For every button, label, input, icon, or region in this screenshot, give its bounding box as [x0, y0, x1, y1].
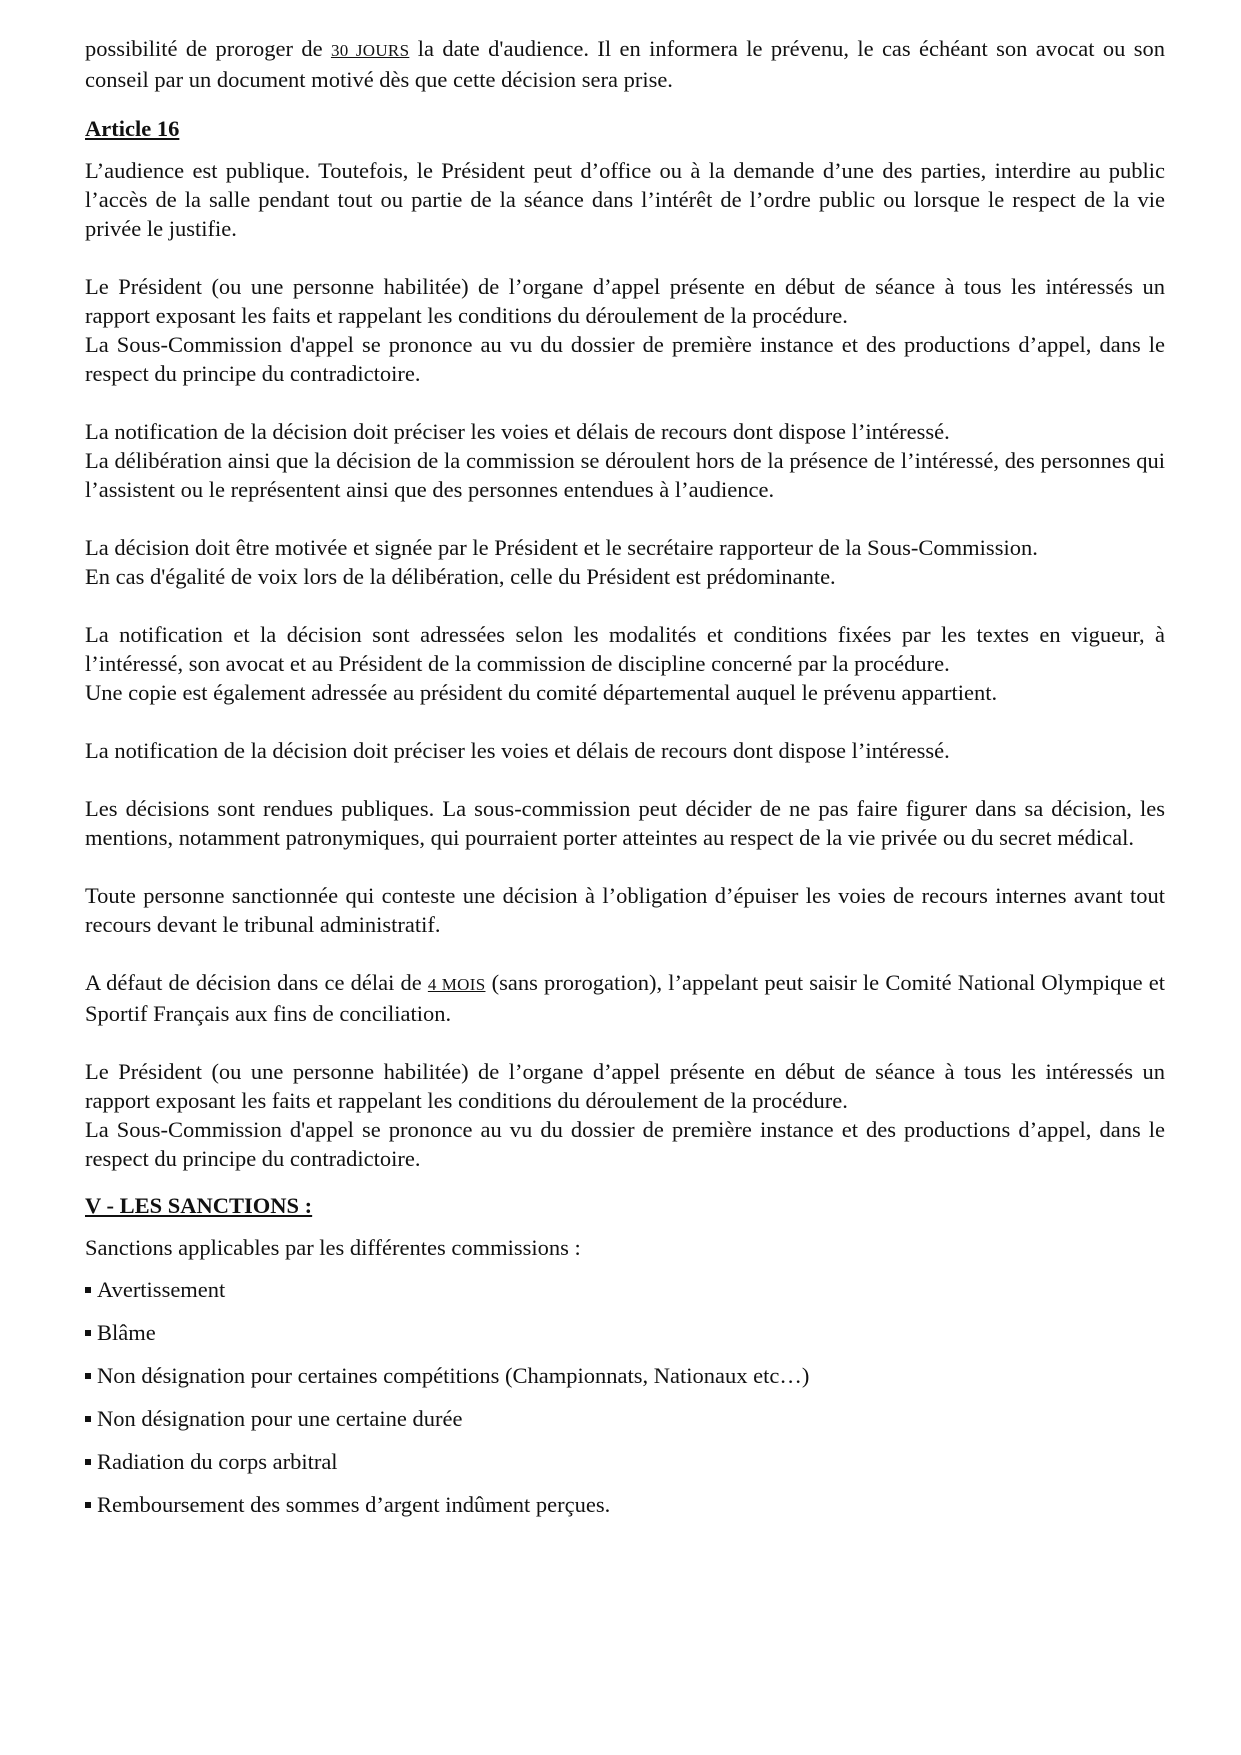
sanction-label: Blâme — [97, 1320, 156, 1345]
paragraph-decision-motivee: La décision doit être motivée et signée par le Président et le secrétaire rapporteur de la Sous-Commission. — [85, 535, 1038, 560]
sanction-label: Remboursement des sommes d’argent indûment perçues. — [97, 1492, 611, 1517]
paragraph-notification-voies: La notification de la décision doit préciser les voies et délais de recours dont dispose l’intéressé. — [85, 419, 950, 444]
paragraph-audience-publique: L’audience est publique. Toutefois, le Président peut d’office ou à la demande d’une des parties, interdire au public l’accès de la salle pendant tout ou partie de la séance dans l’intérêt de l’ordre public ou lorsque le respect de la vie privée le justifie. — [85, 158, 1165, 241]
list-item — [85, 1318, 1165, 1347]
list-item — [85, 1447, 1165, 1476]
bullet-icon — [85, 1287, 91, 1293]
delay-4-months: 4 MOIS — [427, 975, 486, 994]
sanction-label: Non désignation pour une certaine durée — [97, 1406, 463, 1431]
sanction-label: Radiation du corps arbitral — [97, 1449, 338, 1474]
defaut-text-start: A défaut de décision dans ce délai de — [85, 970, 428, 995]
paragraph-defaut-decision — [85, 968, 1165, 1028]
paragraph-rapport: Le Président (ou une personne habilitée) de l’organe d’appel présente en début de séance à tous les intéressés un rapport exposant les faits et rappelant les conditions du déroulement de la procédure. — [85, 274, 1165, 328]
paragraph-sous-commission: La Sous-Commission d'appel se prononce au vu du dossier de première instance et des productions d’appel, dans le respect du principe du contradictoire. — [85, 332, 1165, 386]
bullet-icon — [85, 1502, 91, 1508]
paragraph-sous-commission-2: La Sous-Commission d'appel se prononce au vu du dossier de première instance et des productions d’appel, dans le respect du principe du contradictoire. — [85, 1117, 1165, 1171]
bullet-icon — [85, 1416, 91, 1422]
sanction-label: Avertissement — [97, 1277, 226, 1302]
sanctions-heading: V - LES SANCTIONS : — [85, 1193, 313, 1218]
bullet-icon — [85, 1330, 91, 1336]
paragraph-rapport-2: Le Président (ou une personne habilitée) de l’organe d’appel présente en début de séance à tous les intéressés un rapport exposant les faits et rappelant les conditions du déroulement de la procédure. — [85, 1059, 1165, 1113]
paragraph-notification-adressee: La notification et la décision sont adressées selon les modalités et conditions fixées par les textes en vigueur, à l’intéressé, son avocat et au Président de la commission de discipline concerné par la procédure. — [85, 622, 1165, 676]
sanctions-intro: Sanctions applicables par les différentes commissions : — [85, 1235, 581, 1260]
intro-text-start: possibilité de proroger de — [85, 36, 331, 61]
sanction-label: Non désignation pour certaines compétitions (Championnats, Nationaux etc…) — [97, 1363, 810, 1388]
list-item — [85, 1490, 1165, 1519]
bullet-icon — [85, 1459, 91, 1465]
list-item — [85, 1361, 1165, 1390]
paragraph-egalite-voix: En cas d'égalité de voix lors de la délibération, celle du Président est prédominante. — [85, 564, 836, 589]
intro-text-end: la date d'audience. Il en informera le prévenu, le cas échéant son avocat ou son conseil par un document motivé dès que cette décision sera prise. — [85, 36, 1165, 92]
paragraph-notification-voies-2: La notification de la décision doit préciser les voies et délais de recours dont dispose l’intéressé. — [85, 738, 950, 763]
list-item — [85, 1275, 1165, 1304]
paragraph-decisions-publiques: Les décisions sont rendues publiques. La sous-commission peut décider de ne pas faire figurer dans sa décision, les mentions, notamment patronymiques, qui pourraient porter atteintes au respect de la vie privée ou du secret médical. — [85, 796, 1165, 850]
paragraph-copie: Une copie est également adressée au président du comité départemental auquel le prévenu appartient. — [85, 680, 998, 705]
list-item — [85, 1404, 1165, 1433]
defaut-text-end: (sans prorogation), l’appelant peut saisir le Comité National Olympique et Sportif Français aux fins de conciliation. — [85, 970, 1165, 1026]
delay-30-days: 30 JOURS — [330, 41, 410, 60]
document-page — [85, 34, 1165, 1533]
sanctions-list — [85, 1275, 1165, 1519]
bullet-icon — [85, 1373, 91, 1379]
intro-paragraph — [85, 34, 1165, 94]
paragraph-recours-internes: Toute personne sanctionnée qui conteste une décision à l’obligation d’épuiser les voies de recours internes avant tout recours devant le tribunal administratif. — [85, 883, 1165, 937]
article-16-heading: Article 16 — [85, 116, 180, 141]
paragraph-deliberation: La délibération ainsi que la décision de la commission se déroulent hors de la présence de l’intéressé, des personnes qui l’assistent ou le représentent ainsi que des personnes entendues à l’audience. — [85, 448, 1165, 502]
